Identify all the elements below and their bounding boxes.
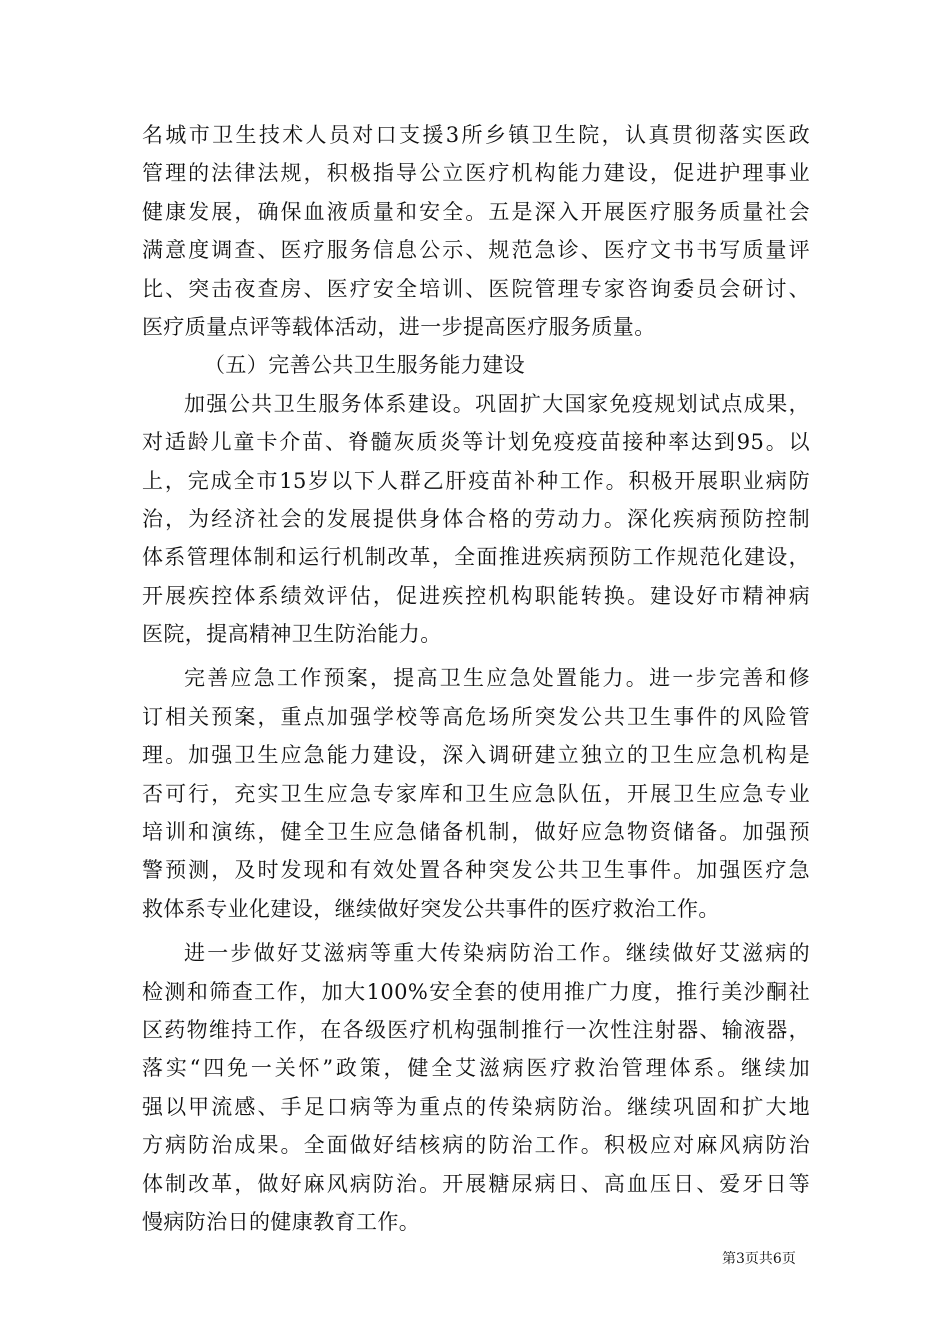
text-line: 理。加强卫生应急能力建设，深入调研建立独立的卫生应急机构是	[142, 743, 810, 768]
page-number: 第3页共6页	[722, 1251, 796, 1267]
text-line: 加强公共卫生服务体系建设。巩固扩大国家免疫规划试点成果，	[184, 391, 810, 416]
text-line: 健康发展，确保血液质量和安全。五是深入开展医疗服务质量社会	[142, 199, 810, 224]
text-line: 订相关预案，重点加强学校等高危场所突发公共卫生事件的风险管	[142, 704, 810, 729]
text-line: 管理的法律法规，积极指导公立医疗机构能力建设，促进护理事业	[142, 161, 810, 186]
text-line: 落实“四免一关怀”政策，健全艾滋病医疗救治管理体系。继续加	[142, 1056, 810, 1081]
text-line: 警预测，及时发现和有效处置各种突发公共卫生事件。加强医疗急	[142, 858, 810, 883]
text-line: 名城市卫生技术人员对口支援3所乡镇卫生院，认真贯彻落实医政	[142, 123, 810, 147]
text-line: 开展疾控体系绩效评估，促进疾控机构职能转换。建设好市精神病	[142, 583, 810, 608]
text-line: 比、突击夜查房、医疗安全培训、医院管理专家咨询委员会研讨、	[142, 276, 810, 301]
text-line: 医疗质量点评等载体活动，进一步提高医疗服务质量。	[142, 314, 656, 339]
text-line: 治，为经济社会的发展提供身体合格的劳动力。深化疾病预防控制	[142, 506, 810, 531]
text-line: 救体系专业化建设，继续做好突发公共事件的医疗救治工作。	[142, 896, 720, 921]
text-line: 慢病防治日的健康教育工作。	[142, 1209, 421, 1234]
text-line: 满意度调查、医疗服务信息公示、规范急诊、医疗文书书写质量评	[142, 238, 810, 263]
text-line: 完善应急工作预案，提高卫生应急处置能力。进一步完善和修	[184, 666, 810, 691]
text-line: 医院，提高精神卫生防治能力。	[142, 622, 442, 647]
section-heading: （五）完善公共卫生服务能力建设	[204, 353, 525, 378]
text-line: 培训和演练，健全卫生应急储备机制，做好应急物资储备。加强预	[142, 820, 810, 845]
text-line: 体制改革，做好麻风病防治。开展糖尿病日、高血压日、爱牙日等	[142, 1171, 810, 1196]
text-line: 上，完成全市15岁以下人群乙肝疫苗补种工作。积极开展职业病防	[142, 468, 810, 493]
text-line: 进一步做好艾滋病等重大传染病防治工作。继续做好艾滋病的	[184, 941, 810, 966]
text-line: 检测和筛查工作，加大100%安全套的使用推广力度，推行美沙酮社	[142, 979, 810, 1004]
text-line: 体系管理体制和运行机制改革，全面推进疾病预防工作规范化建设，	[142, 545, 810, 570]
text-line: 否可行，充实卫生应急专家库和卫生应急队伍，开展卫生应急专业	[142, 781, 810, 806]
text-line: 方病防治成果。全面做好结核病的防治工作。积极应对麻风病防治	[142, 1133, 810, 1158]
text-line: 区药物维持工作，在各级医疗机构强制推行一次性注射器、输液器，	[142, 1017, 810, 1042]
document-body	[142, 116, 810, 1241]
text-line: 对适龄儿童卡介苗、脊髓灰质炎等计划免疫疫苗接种率达到95。以	[142, 430, 810, 455]
text-line: 强以甲流感、手足口病等为重点的传染病防治。继续巩固和扩大地	[142, 1094, 810, 1119]
